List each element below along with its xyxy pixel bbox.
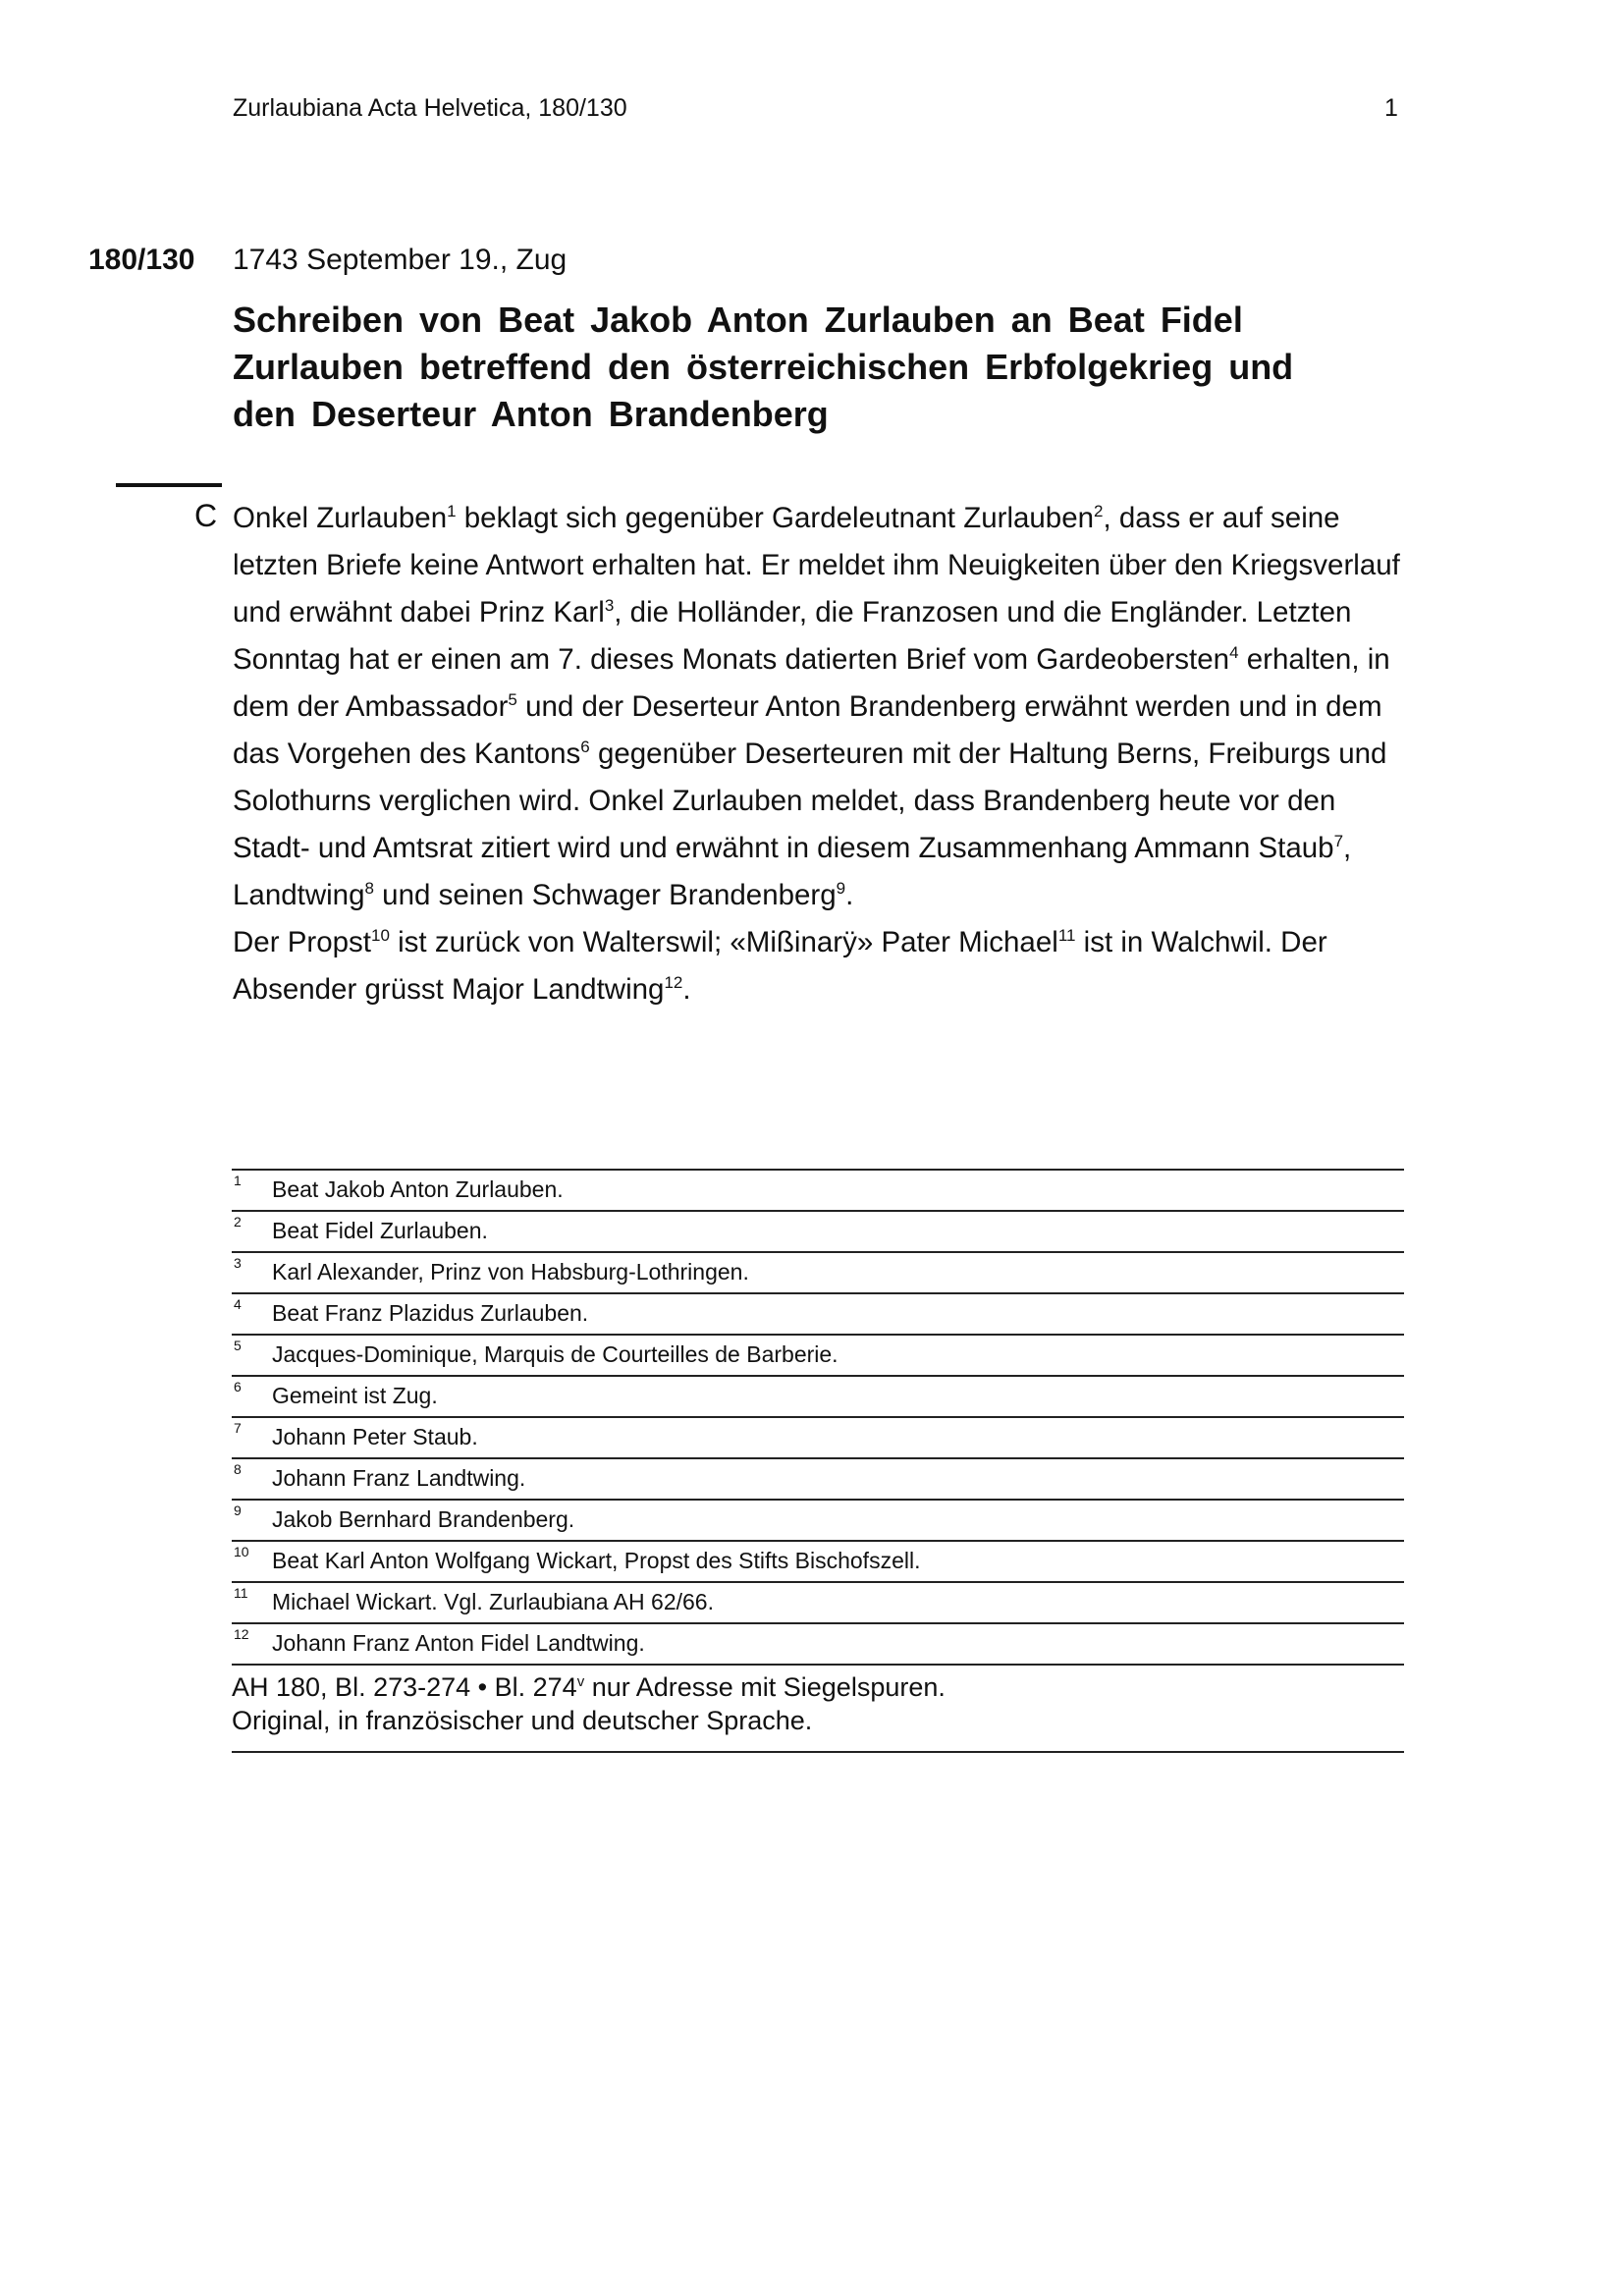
footnote-number: 10 <box>234 1544 249 1559</box>
footnote-ref[interactable]: 3 <box>604 596 615 616</box>
footnote-number: 1 <box>234 1173 242 1188</box>
footnote-text: Jakob Bernhard Brandenberg. <box>272 1506 575 1532</box>
abstract-segment: Der Propst <box>233 926 371 958</box>
abstract-segment: ist zurück von Walterswil; «Mißinarÿ» Pater Michael <box>389 926 1058 958</box>
abstract-segment: . <box>845 879 854 911</box>
footnote-row <box>232 1622 1404 1666</box>
footnote-row <box>232 1540 1404 1581</box>
footnote-row <box>232 1334 1404 1375</box>
footnote-row <box>232 1499 1404 1540</box>
footnote-ref[interactable]: 4 <box>1229 643 1239 663</box>
footnote-row <box>232 1210 1404 1251</box>
footnote-number: 2 <box>234 1214 242 1230</box>
source-line-1 <box>232 1666 1404 1704</box>
footnote-text: Johann Franz Anton Fidel Landtwing. <box>272 1630 645 1656</box>
footnote-number: 5 <box>234 1338 242 1353</box>
footnote-text: Beat Fidel Zurlauben. <box>272 1218 488 1243</box>
footnote-ref[interactable]: 9 <box>836 879 846 899</box>
abstract-segment: gegenüber Deserteuren mit der Haltung Berns, Freiburgs und Solothurns verglichen wird. Onkel Zurlauben meldet, dass Brandenberg heute vor den Stadt- und Amtsrat zitiert wird und erwähnt in diesem Zusammenhang Ammann Staub <box>233 738 1387 864</box>
abstract-segment: Onkel Zurlauben <box>233 502 448 534</box>
footnote-row <box>232 1416 1404 1457</box>
page-number: 1 <box>1384 94 1398 122</box>
footnote-ref[interactable]: 1 <box>447 502 457 521</box>
footnote-row <box>232 1292 1404 1334</box>
footnote-text: Beat Franz Plazidus Zurlauben. <box>272 1300 589 1326</box>
footnote-text: Beat Jakob Anton Zurlauben. <box>272 1176 564 1202</box>
footnote-ref[interactable]: 2 <box>1094 502 1104 521</box>
footnote-number: 4 <box>234 1296 242 1312</box>
document-title: Schreiben von Beat Jakob Anton Zurlauben an Beat Fidel Zurlauben betreffend den österreichischen Erbfolgekrieg und den Deserteur Anton Brandenberg <box>233 300 1294 434</box>
abstract-segment: und seinen Schwager Brandenberg <box>373 879 837 911</box>
document-date-place: 1743 September 19., Zug <box>233 244 568 276</box>
abstract-segment: , die Holländer, die Franzosen und die Engländer. Letzten Sonntag hat er einen am 7. dieses Monats datierten Brief vom Gardeobersten <box>233 596 1352 676</box>
footnote-text: Beat Karl Anton Wolfgang Wickart, Propst des Stifts Bischofszell. <box>272 1548 921 1573</box>
footnote-number: 12 <box>234 1626 249 1642</box>
footnote-number: 11 <box>234 1585 248 1601</box>
document-number: 180/130 <box>88 244 195 276</box>
source-archive: AH 180, Bl. 273-274 • Bl. 274 <box>232 1672 577 1702</box>
footnote-row <box>232 1581 1404 1622</box>
source-line-2: Original, in französischer und deutscher Sprache. <box>232 1706 813 1735</box>
abstract-segment: , Landtwing <box>233 832 1352 911</box>
abstract-segment: , dass er auf seine letzten Briefe keine Antwort erhalten hat. Er meldet ihm Neuigkeiten über den Kriegsverlauf und erwähnt dabei Prinz Karl <box>233 502 1400 629</box>
abstract-segment: und der Deserteur Anton Brandenberg erwähnt werden und in dem das Vorgehen des Kantons <box>233 690 1382 770</box>
abstract-segment: erhalten, in dem der Ambassador <box>233 643 1390 723</box>
footnote-ref[interactable]: 11 <box>1057 926 1076 946</box>
footnote-row <box>232 1457 1404 1499</box>
section-divider <box>116 483 222 487</box>
footnotes-list <box>232 1169 1404 1666</box>
footnote-row <box>232 1251 1404 1292</box>
footnote-ref[interactable]: 10 <box>371 926 390 946</box>
footnote-text: Karl Alexander, Prinz von Habsburg-Lothringen. <box>272 1259 749 1285</box>
source-verso-mark: v <box>576 1673 585 1690</box>
footnote-row <box>232 1169 1404 1210</box>
footnote-ref[interactable]: 5 <box>508 690 517 710</box>
footnote-ref[interactable]: 6 <box>580 738 590 757</box>
footnote-text: Michael Wickart. Vgl. Zurlaubiana AH 62/66. <box>272 1589 714 1614</box>
footnote-ref[interactable]: 8 <box>364 879 374 899</box>
footnote-text: Johann Franz Landtwing. <box>272 1465 526 1491</box>
abstract-segment: ist in Walchwil. Der Absender grüsst Major Landtwing <box>233 926 1327 1006</box>
footnote-text: Jacques-Dominique, Marquis de Courteilles de Barberie. <box>272 1341 839 1367</box>
abstract-text <box>233 495 1421 1013</box>
source-description: nur Adresse mit Siegelspuren. <box>584 1672 946 1702</box>
footnote-number: 6 <box>234 1379 242 1394</box>
footnote-number: 8 <box>234 1461 242 1477</box>
abstract-segment: beklagt sich gegenüber Gardeleutnant Zurlauben <box>456 502 1095 534</box>
language-mark: C <box>194 498 218 533</box>
footnote-number: 3 <box>234 1255 242 1271</box>
abstract-segment: . <box>682 973 691 1006</box>
running-head: Zurlaubiana Acta Helvetica, 180/130 <box>233 94 627 122</box>
source-note <box>232 1666 1404 1753</box>
footnote-number: 7 <box>234 1420 242 1436</box>
footnote-row <box>232 1375 1404 1416</box>
footnote-text: Johann Peter Staub. <box>272 1424 478 1449</box>
footnote-ref[interactable]: 12 <box>664 973 683 993</box>
footnote-ref[interactable]: 7 <box>1333 832 1344 851</box>
footnote-text: Gemeint ist Zug. <box>272 1383 438 1408</box>
footnote-number: 9 <box>234 1503 242 1518</box>
